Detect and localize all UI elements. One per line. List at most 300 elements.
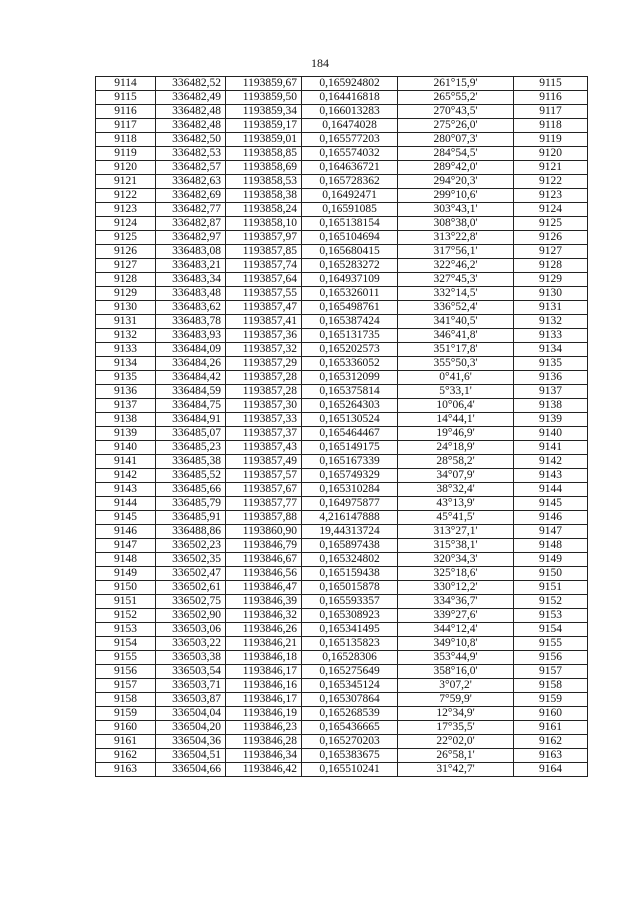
cell-distance: 0,165202573 [302,343,398,357]
cell-next-point-number: 9134 [514,343,588,357]
table-row [96,651,588,665]
cell-next-point-number: 9148 [514,539,588,553]
cell-next-point-number: 9132 [514,315,588,329]
cell-distance: 0,165436665 [302,721,398,735]
cell-next-point-number: 9153 [514,609,588,623]
cell-x-coordinate: 336483,34 [156,273,226,287]
cell-point-number: 9143 [96,483,156,497]
table-row [96,427,588,441]
cell-point-number: 9154 [96,637,156,651]
cell-y-coordinate: 1193846,28 [226,735,302,749]
cell-direction-angle: 14°44,1' [398,413,514,427]
cell-direction-angle: 28°58,2' [398,455,514,469]
cell-direction-angle: 12°34,9' [398,707,514,721]
cell-y-coordinate: 1193857,67 [226,483,302,497]
cell-next-point-number: 9117 [514,105,588,119]
cell-point-number: 9158 [96,693,156,707]
cell-distance: 0,165510241 [302,763,398,777]
cell-next-point-number: 9135 [514,357,588,371]
cell-direction-angle: 325°18,6' [398,567,514,581]
cell-point-number: 9138 [96,413,156,427]
cell-next-point-number: 9126 [514,231,588,245]
cell-y-coordinate: 1193846,17 [226,665,302,679]
table-row [96,105,588,119]
cell-y-coordinate: 1193846,17 [226,693,302,707]
table-row [96,147,588,161]
cell-direction-angle: 313°22,8' [398,231,514,245]
cell-point-number: 9160 [96,721,156,735]
cell-next-point-number: 9129 [514,273,588,287]
cell-x-coordinate: 336482,53 [156,147,226,161]
cell-direction-angle: 313°27,1' [398,525,514,539]
table-row [96,77,588,91]
cell-direction-angle: 43°13,9' [398,497,514,511]
cell-y-coordinate: 1193857,28 [226,385,302,399]
cell-distance: 0,165387424 [302,315,398,329]
cell-next-point-number: 9136 [514,371,588,385]
cell-direction-angle: 5°33,1' [398,385,514,399]
cell-distance: 4,216147888 [302,511,398,525]
cell-next-point-number: 9118 [514,119,588,133]
cell-point-number: 9135 [96,371,156,385]
cell-y-coordinate: 1193857,49 [226,455,302,469]
cell-next-point-number: 9142 [514,455,588,469]
cell-distance: 0,166013283 [302,105,398,119]
table-row [96,637,588,651]
cell-direction-angle: 358°16,0' [398,665,514,679]
cell-y-coordinate: 1193858,38 [226,189,302,203]
table-row [96,91,588,105]
cell-direction-angle: 332°14,5' [398,287,514,301]
cell-direction-angle: 34°07,9' [398,469,514,483]
cell-next-point-number: 9133 [514,329,588,343]
table-row [96,259,588,273]
cell-distance: 0,165464467 [302,427,398,441]
cell-direction-angle: 280°07,3' [398,133,514,147]
table-row [96,133,588,147]
page-number: 184 [311,56,329,70]
cell-y-coordinate: 1193860,90 [226,525,302,539]
cell-distance: 0,165680415 [302,245,398,259]
cell-direction-angle: 355°50,3' [398,357,514,371]
cell-y-coordinate: 1193846,16 [226,679,302,693]
cell-y-coordinate: 1193846,42 [226,763,302,777]
cell-distance: 0,165897438 [302,539,398,553]
cell-y-coordinate: 1193846,56 [226,567,302,581]
cell-direction-angle: 289°42,0' [398,161,514,175]
table-row [96,189,588,203]
cell-x-coordinate: 336485,07 [156,427,226,441]
cell-distance: 0,16474028 [302,119,398,133]
cell-distance: 0,165345124 [302,679,398,693]
cell-x-coordinate: 336482,87 [156,217,226,231]
cell-point-number: 9151 [96,595,156,609]
cell-point-number: 9134 [96,357,156,371]
table-row [96,315,588,329]
cell-distance: 0,16528306 [302,651,398,665]
cell-next-point-number: 9159 [514,693,588,707]
cell-point-number: 9133 [96,343,156,357]
table-row [96,161,588,175]
cell-direction-angle: 317°56,1' [398,245,514,259]
table-row [96,273,588,287]
cell-direction-angle: 17°35,5' [398,721,514,735]
table-row [96,721,588,735]
cell-x-coordinate: 336482,77 [156,203,226,217]
cell-next-point-number: 9144 [514,483,588,497]
table-row [96,385,588,399]
cell-y-coordinate: 1193857,88 [226,511,302,525]
cell-x-coordinate: 336483,48 [156,287,226,301]
cell-point-number: 9140 [96,441,156,455]
cell-direction-angle: 0°41,6' [398,371,514,385]
cell-distance: 0,165577203 [302,133,398,147]
cell-x-coordinate: 336485,79 [156,497,226,511]
cell-distance: 0,164975877 [302,497,398,511]
cell-direction-angle: 3°07,2' [398,679,514,693]
cell-x-coordinate: 336483,08 [156,245,226,259]
cell-x-coordinate: 336482,50 [156,133,226,147]
cell-distance: 0,165498761 [302,301,398,315]
cell-direction-angle: 45°41,5' [398,511,514,525]
cell-distance: 0,165749329 [302,469,398,483]
cell-y-coordinate: 1193846,23 [226,721,302,735]
cell-point-number: 9142 [96,469,156,483]
cell-distance: 0,165149175 [302,441,398,455]
cell-y-coordinate: 1193857,33 [226,413,302,427]
cell-next-point-number: 9152 [514,595,588,609]
table-row [96,287,588,301]
cell-distance: 0,165574032 [302,147,398,161]
cell-direction-angle: 265°55,2' [398,91,514,105]
cell-direction-angle: 31°42,7' [398,763,514,777]
cell-next-point-number: 9164 [514,763,588,777]
cell-next-point-number: 9138 [514,399,588,413]
cell-y-coordinate: 1193857,85 [226,245,302,259]
cell-point-number: 9118 [96,133,156,147]
table-row [96,735,588,749]
cell-direction-angle: 353°44,9' [398,651,514,665]
cell-point-number: 9120 [96,161,156,175]
cell-distance: 0,165324802 [302,553,398,567]
cell-next-point-number: 9163 [514,749,588,763]
cell-y-coordinate: 1193846,26 [226,623,302,637]
cell-point-number: 9122 [96,189,156,203]
cell-point-number: 9129 [96,287,156,301]
cell-next-point-number: 9120 [514,147,588,161]
cell-direction-angle: 261°15,9' [398,77,514,91]
cell-x-coordinate: 336504,51 [156,749,226,763]
cell-point-number: 9157 [96,679,156,693]
cell-next-point-number: 9115 [514,77,588,91]
cell-direction-angle: 294°20,3' [398,175,514,189]
cell-y-coordinate: 1193857,29 [226,357,302,371]
cell-direction-angle: 38°32,4' [398,483,514,497]
cell-direction-angle: 351°17,8' [398,343,514,357]
cell-x-coordinate: 336485,52 [156,469,226,483]
cell-y-coordinate: 1193846,18 [226,651,302,665]
cell-point-number: 9137 [96,399,156,413]
cell-next-point-number: 9128 [514,259,588,273]
cell-point-number: 9139 [96,427,156,441]
cell-y-coordinate: 1193846,21 [226,637,302,651]
cell-point-number: 9126 [96,245,156,259]
table-row [96,175,588,189]
cell-direction-angle: 299°10,6' [398,189,514,203]
cell-x-coordinate: 336482,48 [156,105,226,119]
cell-point-number: 9128 [96,273,156,287]
cell-distance: 0,165104694 [302,231,398,245]
cell-point-number: 9159 [96,707,156,721]
cell-y-coordinate: 1193857,36 [226,329,302,343]
cell-distance: 0,165924802 [302,77,398,91]
cell-next-point-number: 9162 [514,735,588,749]
cell-x-coordinate: 336484,26 [156,357,226,371]
cell-distance: 0,165135823 [302,637,398,651]
cell-x-coordinate: 336503,87 [156,693,226,707]
cell-x-coordinate: 336503,22 [156,637,226,651]
cell-next-point-number: 9160 [514,707,588,721]
cell-x-coordinate: 336482,48 [156,119,226,133]
cell-distance: 0,165375814 [302,385,398,399]
cell-y-coordinate: 1193858,24 [226,203,302,217]
cell-point-number: 9144 [96,497,156,511]
cell-y-coordinate: 1193857,97 [226,231,302,245]
cell-next-point-number: 9121 [514,161,588,175]
cell-next-point-number: 9116 [514,91,588,105]
cell-x-coordinate: 336484,59 [156,385,226,399]
cell-point-number: 9115 [96,91,156,105]
cell-direction-angle: 284°54,5' [398,147,514,161]
cell-y-coordinate: 1193846,32 [226,609,302,623]
cell-point-number: 9123 [96,203,156,217]
cell-next-point-number: 9125 [514,217,588,231]
table-row [96,217,588,231]
cell-next-point-number: 9146 [514,511,588,525]
cell-distance: 0,165264303 [302,399,398,413]
cell-distance: 0,164937109 [302,273,398,287]
cell-point-number: 9147 [96,539,156,553]
cell-y-coordinate: 1193858,10 [226,217,302,231]
cell-y-coordinate: 1193857,64 [226,273,302,287]
cell-x-coordinate: 336484,91 [156,413,226,427]
table-row [96,441,588,455]
table-row [96,119,588,133]
table-row [96,679,588,693]
table-row [96,511,588,525]
cell-x-coordinate: 336482,57 [156,161,226,175]
cell-x-coordinate: 336483,21 [156,259,226,273]
cell-x-coordinate: 336504,04 [156,707,226,721]
cell-y-coordinate: 1193859,01 [226,133,302,147]
table-row [96,567,588,581]
table-row [96,413,588,427]
cell-direction-angle: 336°52,4' [398,301,514,315]
cell-point-number: 9152 [96,609,156,623]
cell-point-number: 9161 [96,735,156,749]
cell-x-coordinate: 336482,52 [156,77,226,91]
cell-x-coordinate: 336502,61 [156,581,226,595]
cell-next-point-number: 9158 [514,679,588,693]
cell-distance: 0,165312099 [302,371,398,385]
cell-next-point-number: 9157 [514,665,588,679]
cell-point-number: 9149 [96,567,156,581]
cell-point-number: 9148 [96,553,156,567]
cell-next-point-number: 9123 [514,189,588,203]
cell-direction-angle: 349°10,8' [398,637,514,651]
table-row [96,595,588,609]
cell-x-coordinate: 336485,38 [156,455,226,469]
cell-distance: 0,164416818 [302,91,398,105]
cell-y-coordinate: 1193846,79 [226,539,302,553]
table-row [96,707,588,721]
cell-point-number: 9119 [96,147,156,161]
cell-next-point-number: 9156 [514,651,588,665]
cell-y-coordinate: 1193857,30 [226,399,302,413]
cell-direction-angle: 7°59,9' [398,693,514,707]
cell-x-coordinate: 336483,93 [156,329,226,343]
table-body [96,77,588,777]
cell-next-point-number: 9137 [514,385,588,399]
cell-distance: 0,16591085 [302,203,398,217]
table-row [96,483,588,497]
cell-point-number: 9121 [96,175,156,189]
cell-y-coordinate: 1193857,47 [226,301,302,315]
cell-y-coordinate: 1193846,19 [226,707,302,721]
cell-point-number: 9117 [96,119,156,133]
cell-point-number: 9156 [96,665,156,679]
table-row [96,469,588,483]
table-row [96,665,588,679]
cell-distance: 0,165138154 [302,217,398,231]
cell-point-number: 9153 [96,623,156,637]
cell-next-point-number: 9119 [514,133,588,147]
cell-y-coordinate: 1193846,34 [226,749,302,763]
cell-y-coordinate: 1193858,85 [226,147,302,161]
cell-point-number: 9127 [96,259,156,273]
cell-direction-angle: 339°27,6' [398,609,514,623]
cell-x-coordinate: 336484,75 [156,399,226,413]
cell-direction-angle: 322°46,2' [398,259,514,273]
table-row [96,623,588,637]
cell-point-number: 9145 [96,511,156,525]
cell-direction-angle: 346°41,8' [398,329,514,343]
cell-next-point-number: 9154 [514,623,588,637]
cell-point-number: 9124 [96,217,156,231]
table-row [96,553,588,567]
cell-distance: 0,165015878 [302,581,398,595]
table-row [96,497,588,511]
cell-distance: 19,44313724 [302,525,398,539]
cell-point-number: 9163 [96,763,156,777]
cell-x-coordinate: 336483,62 [156,301,226,315]
table-row [96,231,588,245]
cell-y-coordinate: 1193857,32 [226,343,302,357]
cell-x-coordinate: 336504,66 [156,763,226,777]
cell-x-coordinate: 336485,91 [156,511,226,525]
cell-direction-angle: 327°45,3' [398,273,514,287]
cell-direction-angle: 22°02,0' [398,735,514,749]
cell-distance: 0,165728362 [302,175,398,189]
cell-distance: 0,165167339 [302,455,398,469]
cell-distance: 0,165310284 [302,483,398,497]
cell-point-number: 9130 [96,301,156,315]
table-row [96,539,588,553]
cell-x-coordinate: 336502,47 [156,567,226,581]
cell-next-point-number: 9140 [514,427,588,441]
cell-y-coordinate: 1193859,34 [226,105,302,119]
cell-direction-angle: 26°58,1' [398,749,514,763]
cell-y-coordinate: 1193857,28 [226,371,302,385]
cell-next-point-number: 9147 [514,525,588,539]
table-row [96,245,588,259]
cell-point-number: 9146 [96,525,156,539]
cell-direction-angle: 344°12,4' [398,623,514,637]
cell-x-coordinate: 336502,35 [156,553,226,567]
cell-y-coordinate: 1193857,57 [226,469,302,483]
cell-y-coordinate: 1193857,74 [226,259,302,273]
cell-next-point-number: 9124 [514,203,588,217]
cell-x-coordinate: 336485,23 [156,441,226,455]
cell-point-number: 9132 [96,329,156,343]
cell-direction-angle: 330°12,2' [398,581,514,595]
cell-direction-angle: 334°36,7' [398,595,514,609]
cell-x-coordinate: 336482,69 [156,189,226,203]
cell-point-number: 9131 [96,315,156,329]
cell-distance: 0,165283272 [302,259,398,273]
cell-y-coordinate: 1193859,67 [226,77,302,91]
cell-point-number: 9116 [96,105,156,119]
table-row [96,329,588,343]
cell-y-coordinate: 1193858,69 [226,161,302,175]
cell-x-coordinate: 336484,42 [156,371,226,385]
cell-direction-angle: 19°46,9' [398,427,514,441]
cell-next-point-number: 9139 [514,413,588,427]
cell-distance: 0,16492471 [302,189,398,203]
cell-y-coordinate: 1193858,53 [226,175,302,189]
cell-direction-angle: 303°43,1' [398,203,514,217]
table-row [96,693,588,707]
cell-x-coordinate: 336485,66 [156,483,226,497]
cell-x-coordinate: 336503,71 [156,679,226,693]
cell-distance: 0,165593357 [302,595,398,609]
cell-x-coordinate: 336502,23 [156,539,226,553]
table-row [96,581,588,595]
table-row [96,357,588,371]
cell-distance: 0,165268539 [302,707,398,721]
cell-y-coordinate: 1193857,55 [226,287,302,301]
cell-x-coordinate: 336488,86 [156,525,226,539]
cell-x-coordinate: 336483,78 [156,315,226,329]
cell-next-point-number: 9141 [514,441,588,455]
cell-next-point-number: 9145 [514,497,588,511]
cell-direction-angle: 315°38,1' [398,539,514,553]
cell-x-coordinate: 336504,36 [156,735,226,749]
cell-point-number: 9141 [96,455,156,469]
cell-distance: 0,165326011 [302,287,398,301]
cell-x-coordinate: 336482,97 [156,231,226,245]
cell-y-coordinate: 1193846,67 [226,553,302,567]
cell-y-coordinate: 1193846,47 [226,581,302,595]
cell-y-coordinate: 1193859,17 [226,119,302,133]
cell-y-coordinate: 1193857,41 [226,315,302,329]
cell-distance: 0,165130524 [302,413,398,427]
coordinates-table [95,76,588,777]
table-row [96,455,588,469]
table-row [96,343,588,357]
cell-distance: 0,165131735 [302,329,398,343]
cell-direction-angle: 308°38,0' [398,217,514,231]
